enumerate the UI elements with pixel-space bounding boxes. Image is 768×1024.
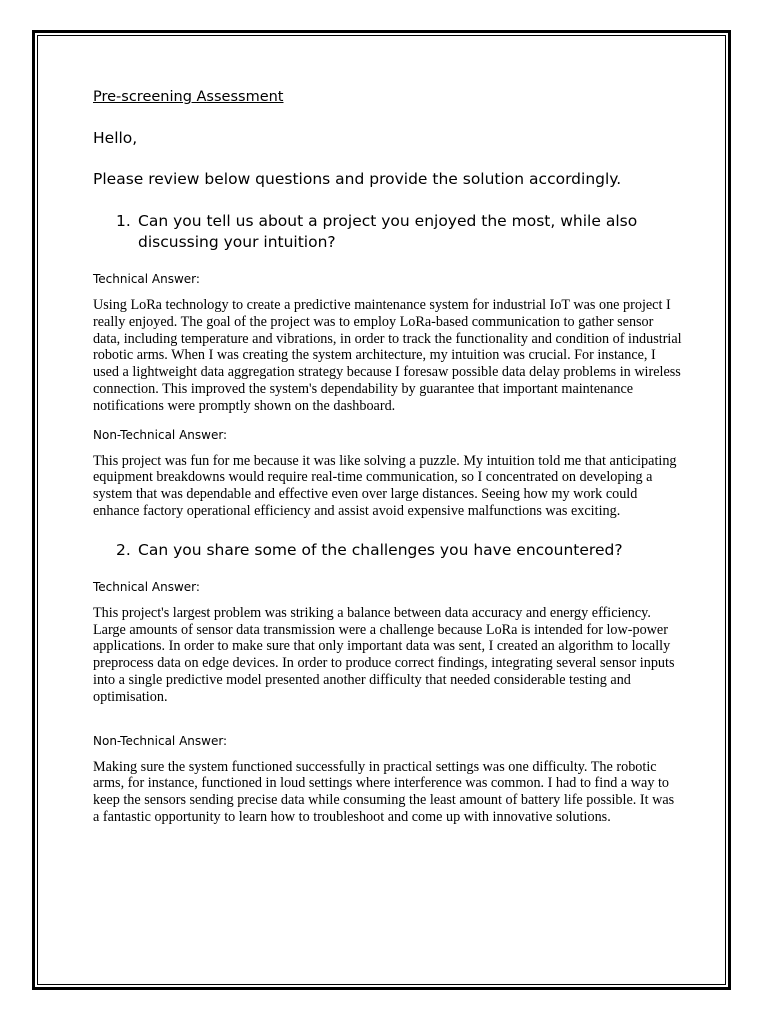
technical-answer-text: Using LoRa technology to create a predictive maintenance system for industrial IoT was one project I really enjoyed. The goal of the project was to employ LoRa-based communication to gather sensor data, including temperature and vibrations, in order to track the functionality and condition of industrial robotic arms. When I was creating the system architecture, my intuition was crucial. For instance, I used a lightweight data aggregation strategy because I foresaw possible data delay problems in wireless connection. This improved the system's dependability by guarantee that important maintenance notifications were promptly shown on the dashboard. — [93, 297, 682, 414]
intro-text: Please review below questions and provide the solution accordingly. — [93, 170, 622, 188]
nontechnical-answer-label: Non-Technical Answer: — [93, 427, 228, 442]
technical-answer-label: Technical Answer: — [93, 579, 200, 594]
question-text: Can you tell us about a project you enjoyed the most, while also discussing your intuition? — [138, 212, 638, 251]
document-body — [93, 86, 683, 826]
question-1 — [93, 211, 683, 253]
nontechnical-answer-text: This project was fun for me because it was like solving a puzzle. My intuition told me that anticipating equipment breakdowns would require real-time communication, so I concentrated on developing a system that was dependable and effective even over large distances. Seeing how my work could enhance factory operational efficiency and assist avoid expensive malfunctions was exciting. — [93, 452, 677, 519]
nontechnical-answer-text: Making sure the system functioned successfully in practical settings was one difficulty. The robotic arms, for instance, functioned in loud settings where interference was common. I had to find a way to keep the sensors sending precise data while consuming the least amount of battery life possible. It was a fantastic opportunity to learn how to troubleshoot and come up with innovative solutions. — [93, 758, 675, 825]
document-title: Pre-screening Assessment — [93, 89, 284, 105]
question-number: 2. — [116, 540, 131, 559]
technical-answer-text: This project's largest problem was striking a balance between data accuracy and energy efficiency. Large amounts of sensor data transmission were a challenge because LoRa is intended for low-power applications. In order to make sure that only important data was sent, I created an algorithm to locally preprocess data on edge devices. In order to produce correct findings, integrating several sensor inputs into a single predictive model presented another difficulty that needed considerable testing and optimisation. — [93, 604, 675, 705]
question-text: Can you share some of the challenges you have encountered? — [138, 540, 623, 559]
question-number: 1. — [116, 212, 131, 230]
nontechnical-answer-label: Non-Technical Answer: — [93, 733, 228, 748]
greeting: Hello, — [93, 129, 138, 147]
question-2 — [93, 540, 683, 561]
technical-answer-label: Technical Answer: — [93, 272, 200, 286]
